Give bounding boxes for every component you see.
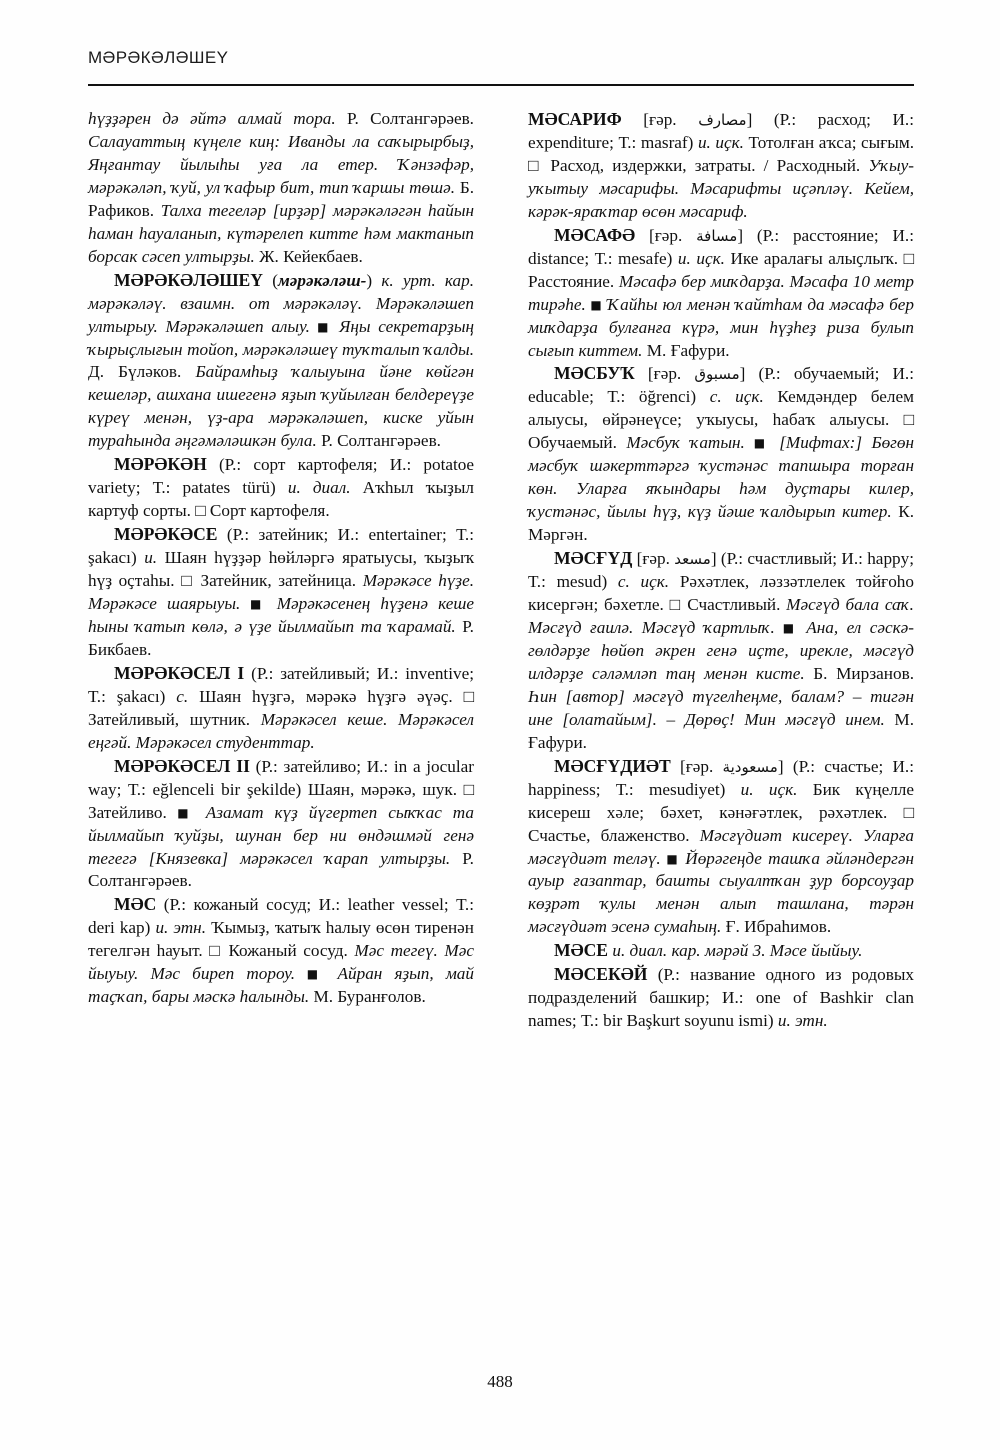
entry-headword: МӘСАФӘ xyxy=(554,224,636,245)
entry-text: К. Мәргән. xyxy=(528,502,914,545)
filled-square-marker: ■ xyxy=(295,967,338,982)
entry-italic-text: и. иҫк. xyxy=(697,132,744,152)
filled-square-marker: ■ xyxy=(309,319,340,334)
filled-square-marker: ■ xyxy=(774,620,807,635)
column-left xyxy=(88,108,474,1338)
entry-text: Ҡымыҙ, ҡатыҡ һалыу өсөн тиренән тегелгән һауыт. □ Кожаный сосуд. xyxy=(88,918,474,961)
entry-text: Д. Бүләков. xyxy=(88,362,196,382)
entry-italic-text: Талха тегеләр [ирҙәр] мәрәкәләгән һайын һаман һауаланып, күтәрелеп китте һәм мактанып борсак сәсеп ултырҙы. xyxy=(88,200,474,266)
entry-italic-text: и. этн. xyxy=(155,918,206,938)
dictionary-entry xyxy=(88,269,474,454)
dictionary-entry xyxy=(88,108,474,269)
entry-text: [ғәр. xyxy=(632,549,675,569)
entry-italic-text: Ҡайһы юл менән ҡайтһам да мәсафә бер миҡдарҙа булғанға күрә, мин һүҙһеҙ риза булып сығып киттем. xyxy=(528,294,914,360)
entry-text: М. Буранғолов. xyxy=(309,987,426,1007)
entry-text: Шаян, мәрәкә, шук. □ Затейливо. xyxy=(88,779,474,822)
entry-text: Тотолған аҡса; сығым. □ Расход, издержки, затраты. / Расходный. xyxy=(528,132,914,175)
entry-headword: МӘСҒҮД xyxy=(554,548,633,569)
entry-text: ] (Р.: расход; И.: expenditure; Т.: masraf) xyxy=(528,110,914,152)
filled-square-marker: ■ xyxy=(744,436,780,451)
entry-headword: МӘРӘКӘСЕЛ I xyxy=(114,662,245,683)
text-columns xyxy=(88,108,914,1338)
entry-headword: МӘСАРИФ xyxy=(528,109,622,129)
entry-text: Шаян һүҙҙәр һөйләргә яратыусы, ҡыҙыҡ һүҙ оҫтаһы. □ Затейник, затейница. xyxy=(88,548,474,591)
entry-text: [ғәр. xyxy=(635,225,697,245)
dictionary-entry xyxy=(528,362,914,547)
arabic-etymon: مسعودية xyxy=(722,757,778,776)
entry-text: [ғәр. xyxy=(670,756,723,776)
entry-italic-text: Йөрәгеңде ташҡа әйләндергән ауыр ғазаптар, башты сыуалтҡан ҙур борсоуҙар көҙрәт ҡулы менән алып ташлана, тәрән мәсғүдиәт эсенә сумаһың. xyxy=(528,848,914,937)
entry-text: Р. Бикбаев. xyxy=(88,616,474,659)
entry-italic-text: и. диал. кар. мәрәй 3. Мәсе йыйыу. xyxy=(612,941,863,961)
dictionary-entry xyxy=(528,547,914,755)
entry-text: Аҡһыл ҡыҙыл картуф сорты. □ Сорт картофеля. xyxy=(88,478,474,521)
entry-italic-text: Ана, ел сәскә-гөлдәрҙе һөйөп әкрен генә иҫте, ирекле, мәсғүд илдәрҙе сәләмләп таң менән кисте. xyxy=(528,617,915,683)
entry-headword: МӘРӘКӘСЕ xyxy=(114,524,218,545)
dictionary-entry xyxy=(528,108,914,224)
entry-text: ] (Р.: счастливый; И.: happy; Т.: mesud) xyxy=(528,549,914,592)
entry-italic-text: Уҡыу-уҡытыу мәсарифы. Мәсарифты иҫәпләү. Кейем, кәрәк-яраҡтар өсөн мәсариф. xyxy=(528,155,914,221)
entry-text: ] (Р.: расстояние; И.: distance; Т.: mesafe) xyxy=(528,225,914,268)
entry-italic-text: Мәрәкәсенең һүҙенә кеше һыны ҡатып көлә, ә үҙе йылмайып та ҡарамай. xyxy=(88,594,474,636)
entry-italic-text: Мәс тегеү. Мәс йыуыу. Мәс биреп тороу. xyxy=(88,941,474,984)
entry-italic-text: Айран яҙып, май таҫҡап, бары мәскә һалынды. xyxy=(88,964,474,1007)
filled-square-marker: ■ xyxy=(166,805,206,820)
entry-text: Р. Солтангәрәев. xyxy=(335,109,474,128)
entry-text: ) xyxy=(366,270,382,290)
entry-text: Р. Солтангәрәев. xyxy=(88,848,474,891)
entry-text: (Р.: название одного из родовых подразделений башкир; И.: one of Bashkir clan names; Т.: bir Başkurt soyunu ismi) xyxy=(528,965,914,1031)
entry-italic-text: Мәсафә бер миҡдарҙа. Мәсафа 10 метр тирәһе. xyxy=(528,271,914,314)
column-right xyxy=(528,108,914,1338)
entry-italic-text: Байрамһыҙ ҡалыуына йәне көйгән кешеләр, ашхана ишегенә яҙып ҡуйылған белдереүҙе күреү менән, үҙ-ара мәрәкәләшеп, киске уйын тураһында әңгәмәләшкән була. xyxy=(88,362,474,451)
entry-italic-text: с. xyxy=(176,686,189,706)
arabic-etymon: مصارف xyxy=(698,111,747,129)
entry-headword: МӘРӘКӘН xyxy=(114,454,207,475)
entry-text: М. Ғафури. xyxy=(642,340,730,360)
entry-italic-text: Яңы секретарҙың ҡырыҫлығын тойоп, мәрәкәләшеү туҡталып ҡалды. xyxy=(88,316,474,359)
dictionary-entry xyxy=(88,523,474,662)
dictionary-entry xyxy=(88,755,474,894)
entry-headword: МӘС xyxy=(114,894,157,915)
entry-italic-text: и. иҫк. xyxy=(677,248,725,268)
entry-text: (Р.: кожаный сосуд; И.: leather vessel; Т.: deri kap) xyxy=(88,895,474,938)
entry-headword: МӘСЕКӘЙ xyxy=(554,964,648,985)
entry-italic-text: Мәрәкәсел кеше. Мәрәкәсел еңгәй. Мәрәкәсел студенттар. xyxy=(88,709,474,752)
arabic-etymon: مسبوق xyxy=(694,365,740,384)
entry-headword: МӘСЕ xyxy=(554,940,609,961)
dictionary-entry xyxy=(88,453,474,523)
entry-text: ] (Р.: обучаемый; И.: educable; Т.: öğrenci) xyxy=(528,364,914,407)
running-head: МӘРӘКӘЛӘШЕY xyxy=(88,48,229,67)
entry-text: М. Ғафури. xyxy=(528,709,914,752)
entry-text: Ике аралағы алыҫлыҡ. □ Расстояние. xyxy=(528,248,914,291)
entry-text: ( xyxy=(262,270,278,290)
entry-text: (Р.: затейливо; И.: in a jocular way; Т.: eğlenceli bir şekilde) xyxy=(88,756,474,799)
entry-italic-text: Азамат күҙ йүгертеп сыҡҡас та йылмайып ҡуйҙы, шунан бер ни өндәшмәй генә тегегә [Князевка] мәрәкәсел ҡарап ултырҙы. xyxy=(88,802,474,868)
entry-italic-text: с. иҫк. xyxy=(709,387,764,407)
entry-text: ] (Р.: счастье; И.: happiness; Т.: mesudiyet) xyxy=(528,756,914,799)
entry-italic-text: к. урт. кар. мәрәкәләү. взаимн. от мәрәкәләү. Мәрәкәләшеп ултырыу. Мәрәкәләшеп алыу. xyxy=(88,270,474,336)
entry-bold-italic-text: мәрәкәләш- xyxy=(277,270,367,290)
entry-italic-text: с. иҫк. xyxy=(617,572,670,592)
entry-text: Кемдәндер белем алыусы, өйрәнеүсе; уҡыусы, һабаҡ алыусы. □ Обучаемый. xyxy=(528,387,914,453)
entry-text: [ғәр. xyxy=(621,110,699,129)
entry-text: (Р.: затейник; И.: entertainer; Т.: şakacı) xyxy=(88,525,474,568)
entry-text: Шаян һүҙгә, мәрәкә һүҙгә әүәҫ. □ Затейливый, шутник. xyxy=(88,686,474,729)
entry-headword: МӘРӘКӘЛӘШЕY xyxy=(114,269,263,290)
entry-italic-text: Мәсғүд бала саҡ. Мәсғүд ғаилә. Мәсғүд ҡартлыҡ. xyxy=(528,595,914,637)
entry-italic-text: һүҙҙәрен дә әйтә алмай тора. xyxy=(88,109,336,128)
entry-italic-text: Мәсғүдиәт кисереү. Уларға мәсғүдиәт теләү. xyxy=(528,825,914,868)
dictionary-entry xyxy=(528,755,914,940)
entry-italic-text: и. диал. xyxy=(287,478,351,498)
entry-italic-text: Салауаттың күңеле киң: Иванды ла саҡырырбыҙ, Яңғантау йылыһы уға ла етер. Ҡәнзәфәр, мәрәкәләп, ҡуй, ул ҡафыр бит, тип ҡаршы төшә. xyxy=(88,131,474,197)
dictionary-entry xyxy=(528,224,914,363)
entry-text: Ж. Кейекбаев. xyxy=(254,246,363,266)
entry-text: [ғәр. xyxy=(634,364,695,384)
entry-text: Р. Солтангәрәев. xyxy=(316,431,441,451)
filled-square-marker: ■ xyxy=(660,851,686,866)
entry-text: Бик күңелле кисереш хәле; бәхет, кәнәғәтлек, рәхәтлек. □ Счастье, блаженство. xyxy=(528,779,914,845)
entry-text: Б. Мирзанов. xyxy=(804,663,914,683)
dictionary-entry xyxy=(528,963,914,1033)
entry-text: (Р.: сорт картофеля; И.: potatoe variety; Т.: patates türü) xyxy=(88,455,474,498)
entry-italic-text: и. иҫк. xyxy=(740,779,798,799)
page-number: 488 xyxy=(487,1372,513,1391)
filled-square-marker: ■ xyxy=(585,297,608,312)
dictionary-entry xyxy=(528,939,914,963)
entry-headword: МӘСБУҠ xyxy=(554,363,635,384)
dictionary-entry xyxy=(88,893,474,1009)
entry-text: Б. Рафиков. xyxy=(88,177,474,220)
entry-italic-text: Мәрәкәсе һүҙе. Мәрәкәсе шаярыуы. xyxy=(88,571,475,614)
arabic-etymon: مسعد xyxy=(674,550,711,569)
entry-headword: МӘСҒҮДИӘТ xyxy=(554,755,671,776)
entry-text: Ғ. Ибраһимов. xyxy=(721,917,832,937)
entry-text: Рәхәтлек, ләззәтлелек тойғоһо кисергән; бәхетле. □ Счастливый. xyxy=(528,572,914,615)
entry-italic-text: [Мифтах:] Бөгөн мәсбуҡ шәкерттәргә ҡустәнәс тапшыра торған көн. Уларға яҡындары һәм дуҫтары килер, ҡустәнәс, йылы һүҙ, күҙ йәше ҡалдырып китер. xyxy=(528,433,915,522)
entry-text: (Р.: затейливый; И.: inventive; Т.: şakacı) xyxy=(88,663,474,706)
entry-italic-text: и. xyxy=(144,548,158,568)
entry-italic-text: Һин [автор] мәсғүд түгелһеңме, балам? – тигән ине [олатайым]. – Дөрөҫ! Мин мәсғүд инем. xyxy=(528,686,914,729)
entry-italic-text: Мәсбуҡ ҡатын. xyxy=(626,433,745,453)
filled-square-marker: ■ xyxy=(240,597,277,612)
dictionary-entry xyxy=(88,662,474,755)
entry-headword: МӘРӘКӘСЕЛ II xyxy=(114,755,250,776)
arabic-etymon: مسافة xyxy=(696,226,738,245)
entry-italic-text: и. этн. xyxy=(777,1011,828,1031)
header-divider xyxy=(88,84,914,86)
